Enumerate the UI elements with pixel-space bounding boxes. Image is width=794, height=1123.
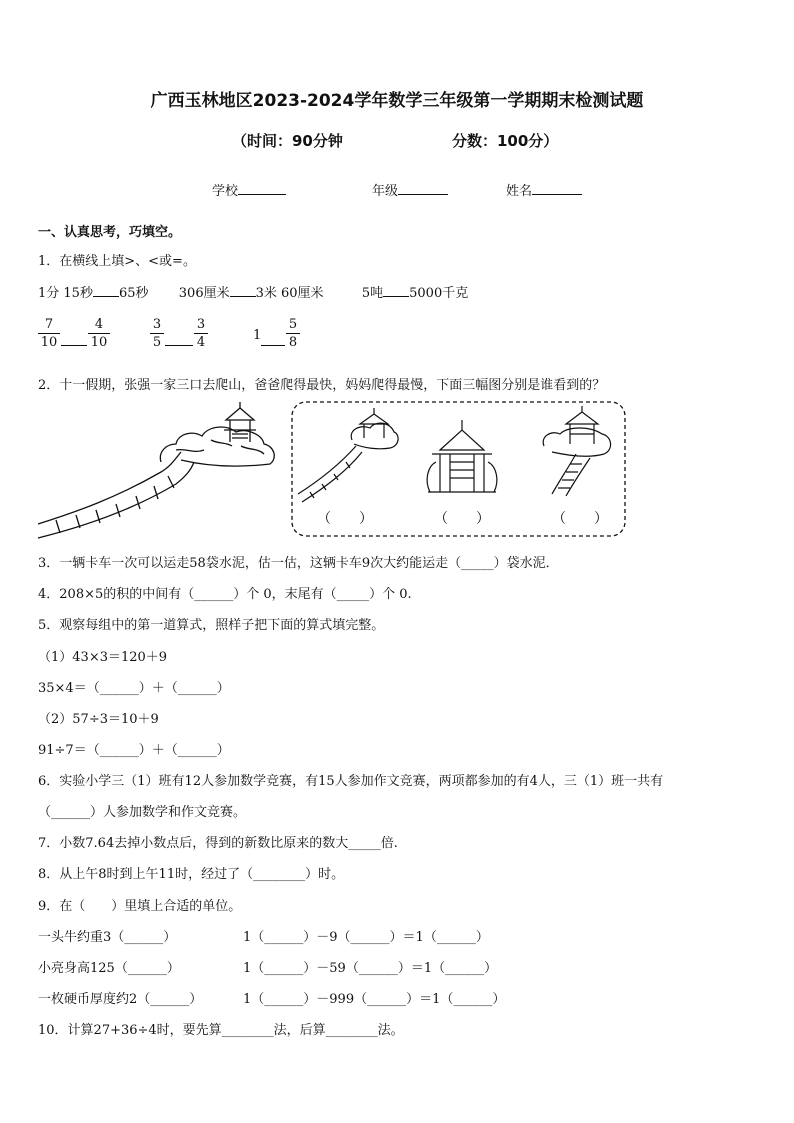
question-8: 8．从上午8时到上午11时，经过了（________）时。 bbox=[38, 867, 345, 882]
answer-paren-view-2[interactable]: （ ） bbox=[434, 511, 490, 527]
q9-row-3-left: 一枚硬币厚度约2（______） bbox=[38, 992, 203, 1007]
school-label: 学校 bbox=[212, 184, 239, 199]
q1-blank[interactable] bbox=[165, 345, 193, 346]
q1-row-1: 1分 15秒 65秒 306厘米 3米 60厘米 5吨 5000千克 bbox=[38, 286, 469, 301]
question-2: 2．十一假期，张强一家三口去爬山，爸爸爬得最快，妈妈爬得最慢，下面三幅图分别是谁看到的？ bbox=[38, 378, 606, 393]
fraction-4-10: 4 10 bbox=[88, 316, 110, 351]
question-6-cont: （______）人参加数学和作文竞赛。 bbox=[38, 805, 247, 820]
q5-example-2: （2）57÷3＝10＋9 bbox=[38, 712, 159, 727]
grade-field[interactable] bbox=[372, 180, 448, 199]
q9-row-2-right: 1（______）－59（______）＝1（______） bbox=[243, 961, 498, 976]
q5-exercise-2: 91÷7＝（______）＋（______） bbox=[38, 743, 230, 758]
section-heading: 一、认真思考，巧填空。 bbox=[38, 225, 182, 240]
q5-exercise-1: 35×4＝（______）＋（______） bbox=[38, 681, 230, 696]
exam-score: 分数：100分） bbox=[452, 132, 559, 150]
q9-row-1-left: 一头牛约重3（______） bbox=[38, 930, 177, 945]
answer-paren-view-1[interactable]: （ ） bbox=[317, 511, 373, 527]
question-6: 6．实验小学三（1）班有12人参加数学竞赛，有15人参加作文竞赛，两项都参加的有4人，三（1）班一共有 bbox=[38, 774, 664, 789]
name-label: 姓名 bbox=[506, 184, 533, 199]
fraction-3-5: 3 5 bbox=[150, 316, 164, 351]
exam-time: （时间：90分钟 bbox=[232, 132, 343, 150]
question-5: 5．观察每组中的第一道算式，照样子把下面的算式填完整。 bbox=[38, 618, 385, 633]
fraction-5-8: 5 8 bbox=[286, 316, 300, 351]
fraction-7-10: 7 10 bbox=[38, 316, 60, 351]
question-10: 10．计算27+36÷4时，要先算________法，后算________法。 bbox=[38, 1023, 404, 1038]
question-7: 7．小数7.64去掉小数点后，得到的新数比原来的数大_____倍. bbox=[38, 836, 398, 851]
question-4: 4．208×5的积的中间有（______）个 0，末尾有（_____）个 0. bbox=[38, 587, 412, 602]
page-title: 广西玉林地区2023-2024学年数学三年级第一学期期末检测试题 bbox=[150, 91, 644, 111]
q5-example-1: （1）43×3＝120＋9 bbox=[38, 650, 168, 665]
school-field[interactable] bbox=[212, 180, 286, 199]
whole-1: 1 bbox=[253, 328, 262, 343]
name-field[interactable] bbox=[506, 180, 582, 199]
grade-label: 年级 bbox=[372, 184, 399, 199]
mountain-path-illustration bbox=[36, 400, 286, 542]
answer-paren-view-3[interactable]: （ ） bbox=[552, 511, 608, 527]
question-3: 3．一辆卡车一次可以运走58袋水泥，估一估，这辆卡车9次大约能运走（_____）袋水泥． bbox=[38, 556, 559, 571]
q1-blank[interactable] bbox=[261, 345, 285, 346]
q1-blank[interactable] bbox=[61, 345, 87, 346]
question-1: 1．在横线上填>、<或=。 bbox=[38, 254, 196, 269]
question-9: 9．在（ ）里填上合适的单位。 bbox=[38, 899, 242, 914]
q9-row-3-right: 1（______）－999（______）＝1（______） bbox=[243, 992, 506, 1007]
q9-row-1-right: 1（______）－9（______）＝1（______） bbox=[243, 930, 489, 945]
q9-row-2-left: 小亮身高125（______） bbox=[38, 961, 180, 976]
fraction-3-4: 3 4 bbox=[194, 316, 208, 351]
